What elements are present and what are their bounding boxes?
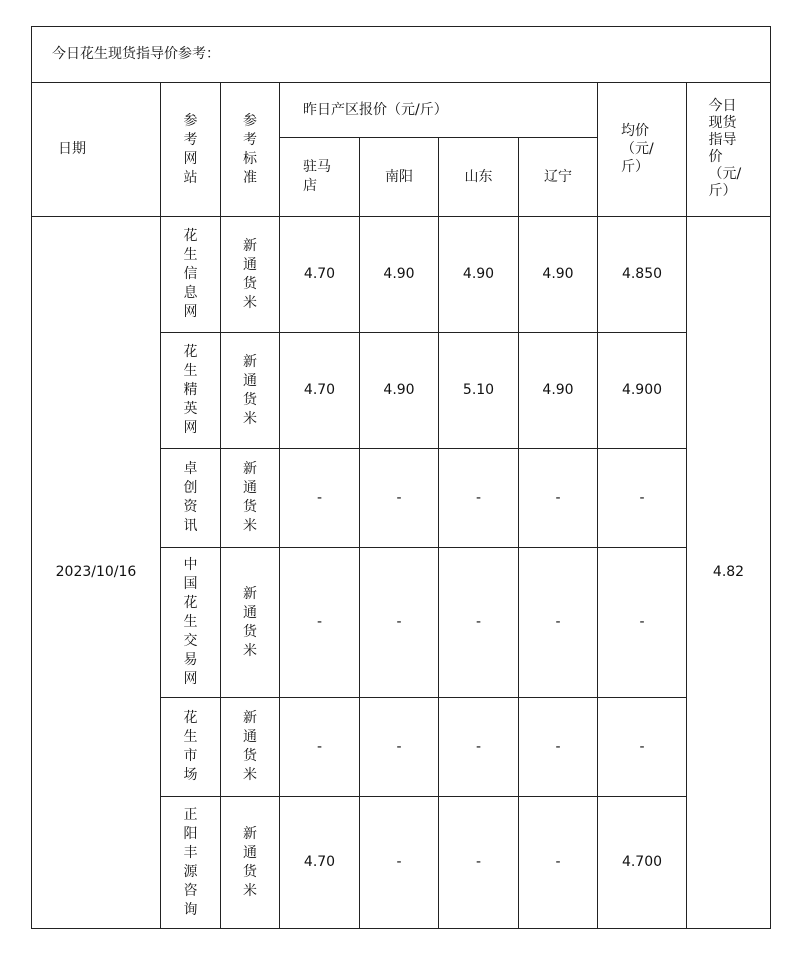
table-title: 今日花生现货指导价参考： — [32, 27, 771, 83]
header-avg: 均价（元/斤） — [598, 83, 687, 217]
header-yesterday: 昨日产区报价（元/斤） — [280, 83, 598, 138]
price-liaoning: 4.90 — [519, 333, 598, 449]
site-cell: 花生信息网 — [161, 217, 221, 333]
price-shandong: 5.10 — [439, 333, 519, 449]
price-zhumadian: - — [280, 449, 360, 548]
price-shandong: - — [439, 449, 519, 548]
header-today: 今日现货指导价（元/斤） — [687, 83, 771, 217]
price-table — [31, 26, 771, 929]
avg-cell: 4.900 — [598, 333, 687, 449]
price-shandong: - — [439, 698, 519, 797]
price-shandong: 4.90 — [439, 217, 519, 333]
price-nanyang: - — [360, 797, 439, 929]
price-zhumadian: 4.70 — [280, 797, 360, 929]
price-shandong: - — [439, 797, 519, 929]
site-cell: 卓创资讯 — [161, 449, 221, 548]
standard-cell: 新通货米 — [221, 548, 280, 698]
avg-cell: - — [598, 449, 687, 548]
site-cell: 中国花生交易网 — [161, 548, 221, 698]
header-site: 参考网站 — [161, 83, 221, 217]
header-date: 日期 — [32, 83, 161, 217]
avg-cell: - — [598, 548, 687, 698]
today-price: 4.82 — [687, 217, 771, 929]
price-liaoning: - — [519, 548, 598, 698]
price-nanyang: 4.90 — [360, 217, 439, 333]
header-region-liaoning: 辽宁 — [519, 138, 598, 217]
price-shandong: - — [439, 548, 519, 698]
price-zhumadian: - — [280, 698, 360, 797]
standard-cell: 新通货米 — [221, 698, 280, 797]
table-row — [32, 217, 771, 333]
site-cell: 花生精英网 — [161, 333, 221, 449]
avg-cell: - — [598, 698, 687, 797]
header-region-zhumadian: 驻马店 — [280, 138, 360, 217]
price-nanyang: - — [360, 698, 439, 797]
date-cell: 2023/10/16 — [32, 217, 161, 929]
header-region-shandong: 山东 — [439, 138, 519, 217]
site-cell: 花生市场 — [161, 698, 221, 797]
price-zhumadian: 4.70 — [280, 217, 360, 333]
price-liaoning: - — [519, 797, 598, 929]
standard-cell: 新通货米 — [221, 449, 280, 548]
price-nanyang: - — [360, 449, 439, 548]
price-liaoning: - — [519, 449, 598, 548]
header-region-nanyang: 南阳 — [360, 138, 439, 217]
standard-cell: 新通货米 — [221, 333, 280, 449]
avg-cell: 4.850 — [598, 217, 687, 333]
standard-cell: 新通货米 — [221, 217, 280, 333]
price-nanyang: 4.90 — [360, 333, 439, 449]
header-standard: 参考标准 — [221, 83, 280, 217]
price-nanyang: - — [360, 548, 439, 698]
price-zhumadian: 4.70 — [280, 333, 360, 449]
price-zhumadian: - — [280, 548, 360, 698]
price-liaoning: 4.90 — [519, 217, 598, 333]
price-liaoning: - — [519, 698, 598, 797]
standard-cell: 新通货米 — [221, 797, 280, 929]
avg-cell: 4.700 — [598, 797, 687, 929]
site-cell: 正阳丰源咨询 — [161, 797, 221, 929]
